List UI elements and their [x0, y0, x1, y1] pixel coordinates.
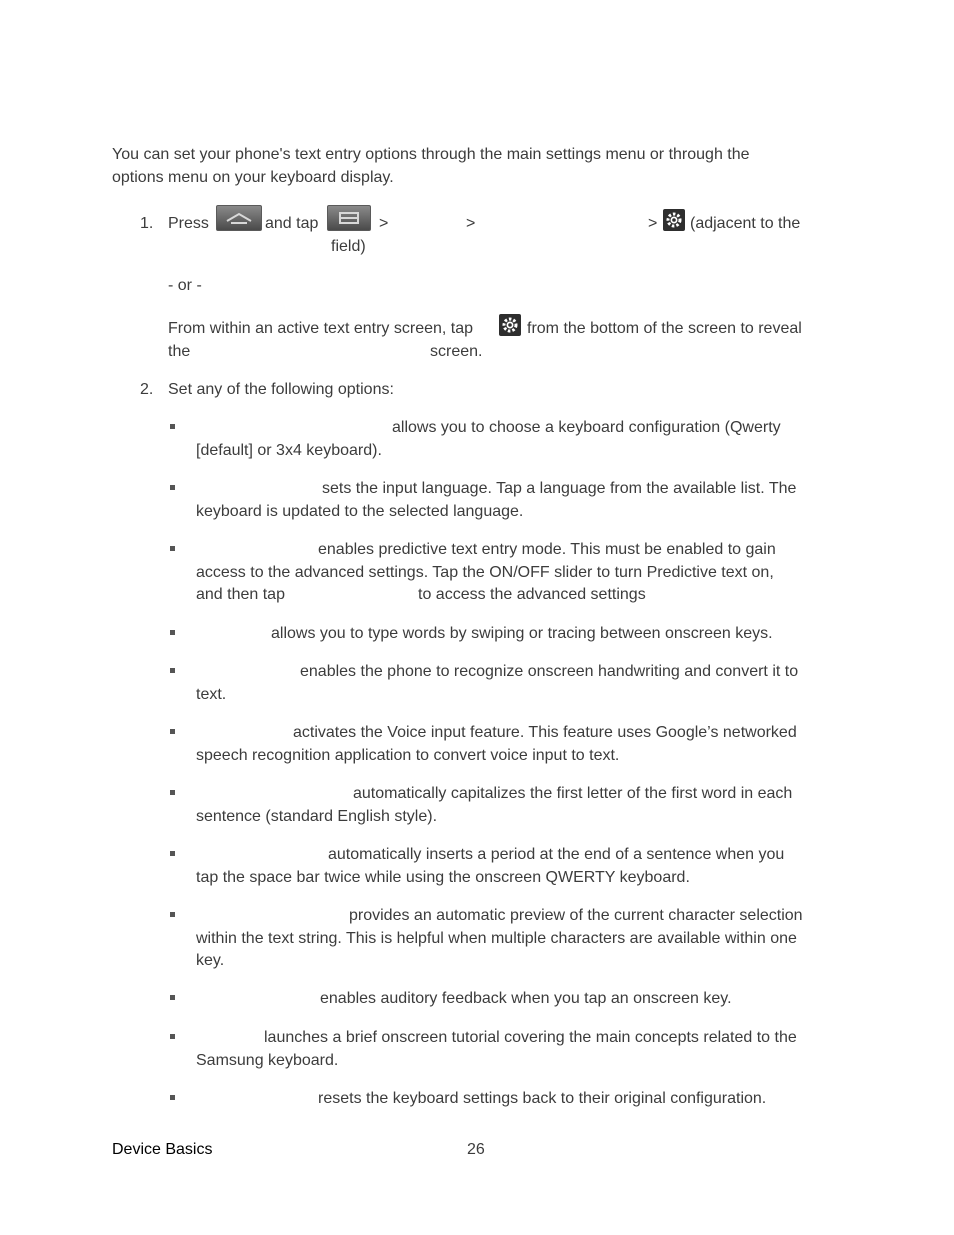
option-8-line-1: automatically inserts a period at the end of a sentence when you [328, 846, 785, 863]
option-7-line-1: automatically capitalizes the first letter of the first word in each [353, 785, 793, 802]
step-2-number: 2. [140, 381, 154, 398]
step-2-text: Set any of the following options: [168, 381, 394, 398]
bullet-icon [170, 995, 175, 1000]
option-3-line-1: enables predictive text entry mode. This must be enabled to gain [318, 541, 776, 558]
bullet-icon [170, 1034, 175, 1039]
option-11-line-1: launches a brief onscreen tutorial covering the main concepts related to the [264, 1029, 797, 1046]
option-11-line-2: Samsung keyboard. [196, 1052, 339, 1069]
option-4-line-1: allows you to type words by swiping or tracing between onscreen keys. [271, 625, 773, 642]
bullet-icon [170, 729, 175, 734]
option-3-line-3a: and then tap [196, 586, 285, 603]
menu-key-icon [327, 205, 371, 231]
option-6-line-1: activates the Voice input feature. This feature uses Google’s networked [293, 724, 797, 741]
step-1-number: 1. [140, 215, 154, 232]
step-1-alt-screen: screen. [430, 343, 483, 360]
keyboard-settings-gear-icon [499, 314, 521, 336]
option-9-line-1: provides an automatic preview of the current character selection [349, 907, 803, 924]
step-1-press: Press [168, 215, 209, 232]
bullet-icon [170, 424, 175, 429]
bullet-icon [170, 485, 175, 490]
option-6-line-2: speech recognition application to convert voice input to text. [196, 747, 620, 764]
page-number: 26 [467, 1141, 485, 1158]
option-8-line-2: tap the space bar twice while using the onscreen QWERTY keyboard. [196, 869, 690, 886]
home-key-icon [216, 205, 262, 231]
option-7-line-2: sentence (standard English style). [196, 808, 438, 825]
step-1-adjacent: (adjacent to the [690, 215, 801, 232]
option-5-line-1: enables the phone to recognize onscreen handwriting and convert it to [300, 663, 799, 680]
step-1-alt-text-b: from the bottom of the screen to reveal [527, 320, 802, 337]
step-1-field: field) [331, 238, 366, 255]
intro-line-1: You can set your phone's text entry options through the main settings menu or through the [112, 146, 750, 163]
bullet-icon [170, 668, 175, 673]
option-2-line-2: keyboard is updated to the selected language. [196, 503, 524, 520]
step-1-and-tap: and tap [265, 215, 319, 232]
settings-gear-icon [663, 209, 685, 231]
bullet-icon [170, 1095, 175, 1100]
intro-line-2: options menu on your keyboard display. [112, 169, 394, 186]
option-12-line-1: resets the keyboard settings back to their original configuration. [318, 1090, 767, 1107]
option-10-line-1: enables auditory feedback when you tap an onscreen key. [320, 990, 732, 1007]
bullet-icon [170, 630, 175, 635]
step-1-or: - or - [168, 277, 202, 294]
step-1-gt-2: > [466, 215, 476, 232]
footer-section: Device Basics [112, 1141, 213, 1158]
step-1-gt-1: > [379, 215, 389, 232]
option-9-line-3: key. [196, 952, 225, 969]
bullet-icon [170, 790, 175, 795]
option-2-line-1: sets the input language. Tap a language from the available list. The [322, 480, 797, 497]
step-1-alt-the: the [168, 343, 191, 360]
step-1-gt-3: > [648, 215, 658, 232]
bullet-icon [170, 546, 175, 551]
bullet-icon [170, 851, 175, 856]
bullet-icon [170, 912, 175, 917]
option-1-line-1: allows you to choose a keyboard configuration (Qwerty [392, 419, 781, 436]
option-9-line-2: within the text string. This is helpful when multiple characters are available within one [196, 930, 797, 947]
step-1-alt-text-a: From within an active text entry screen, tap [168, 320, 474, 337]
option-5-line-2: text. [196, 686, 227, 703]
option-3-line-2: access to the advanced settings. Tap the ON/OFF slider to turn Predictive text on, [196, 564, 774, 581]
option-1-line-2: [default] or 3x4 keyboard). [196, 442, 382, 459]
option-3-line-3b: to access the advanced settings [418, 586, 646, 603]
